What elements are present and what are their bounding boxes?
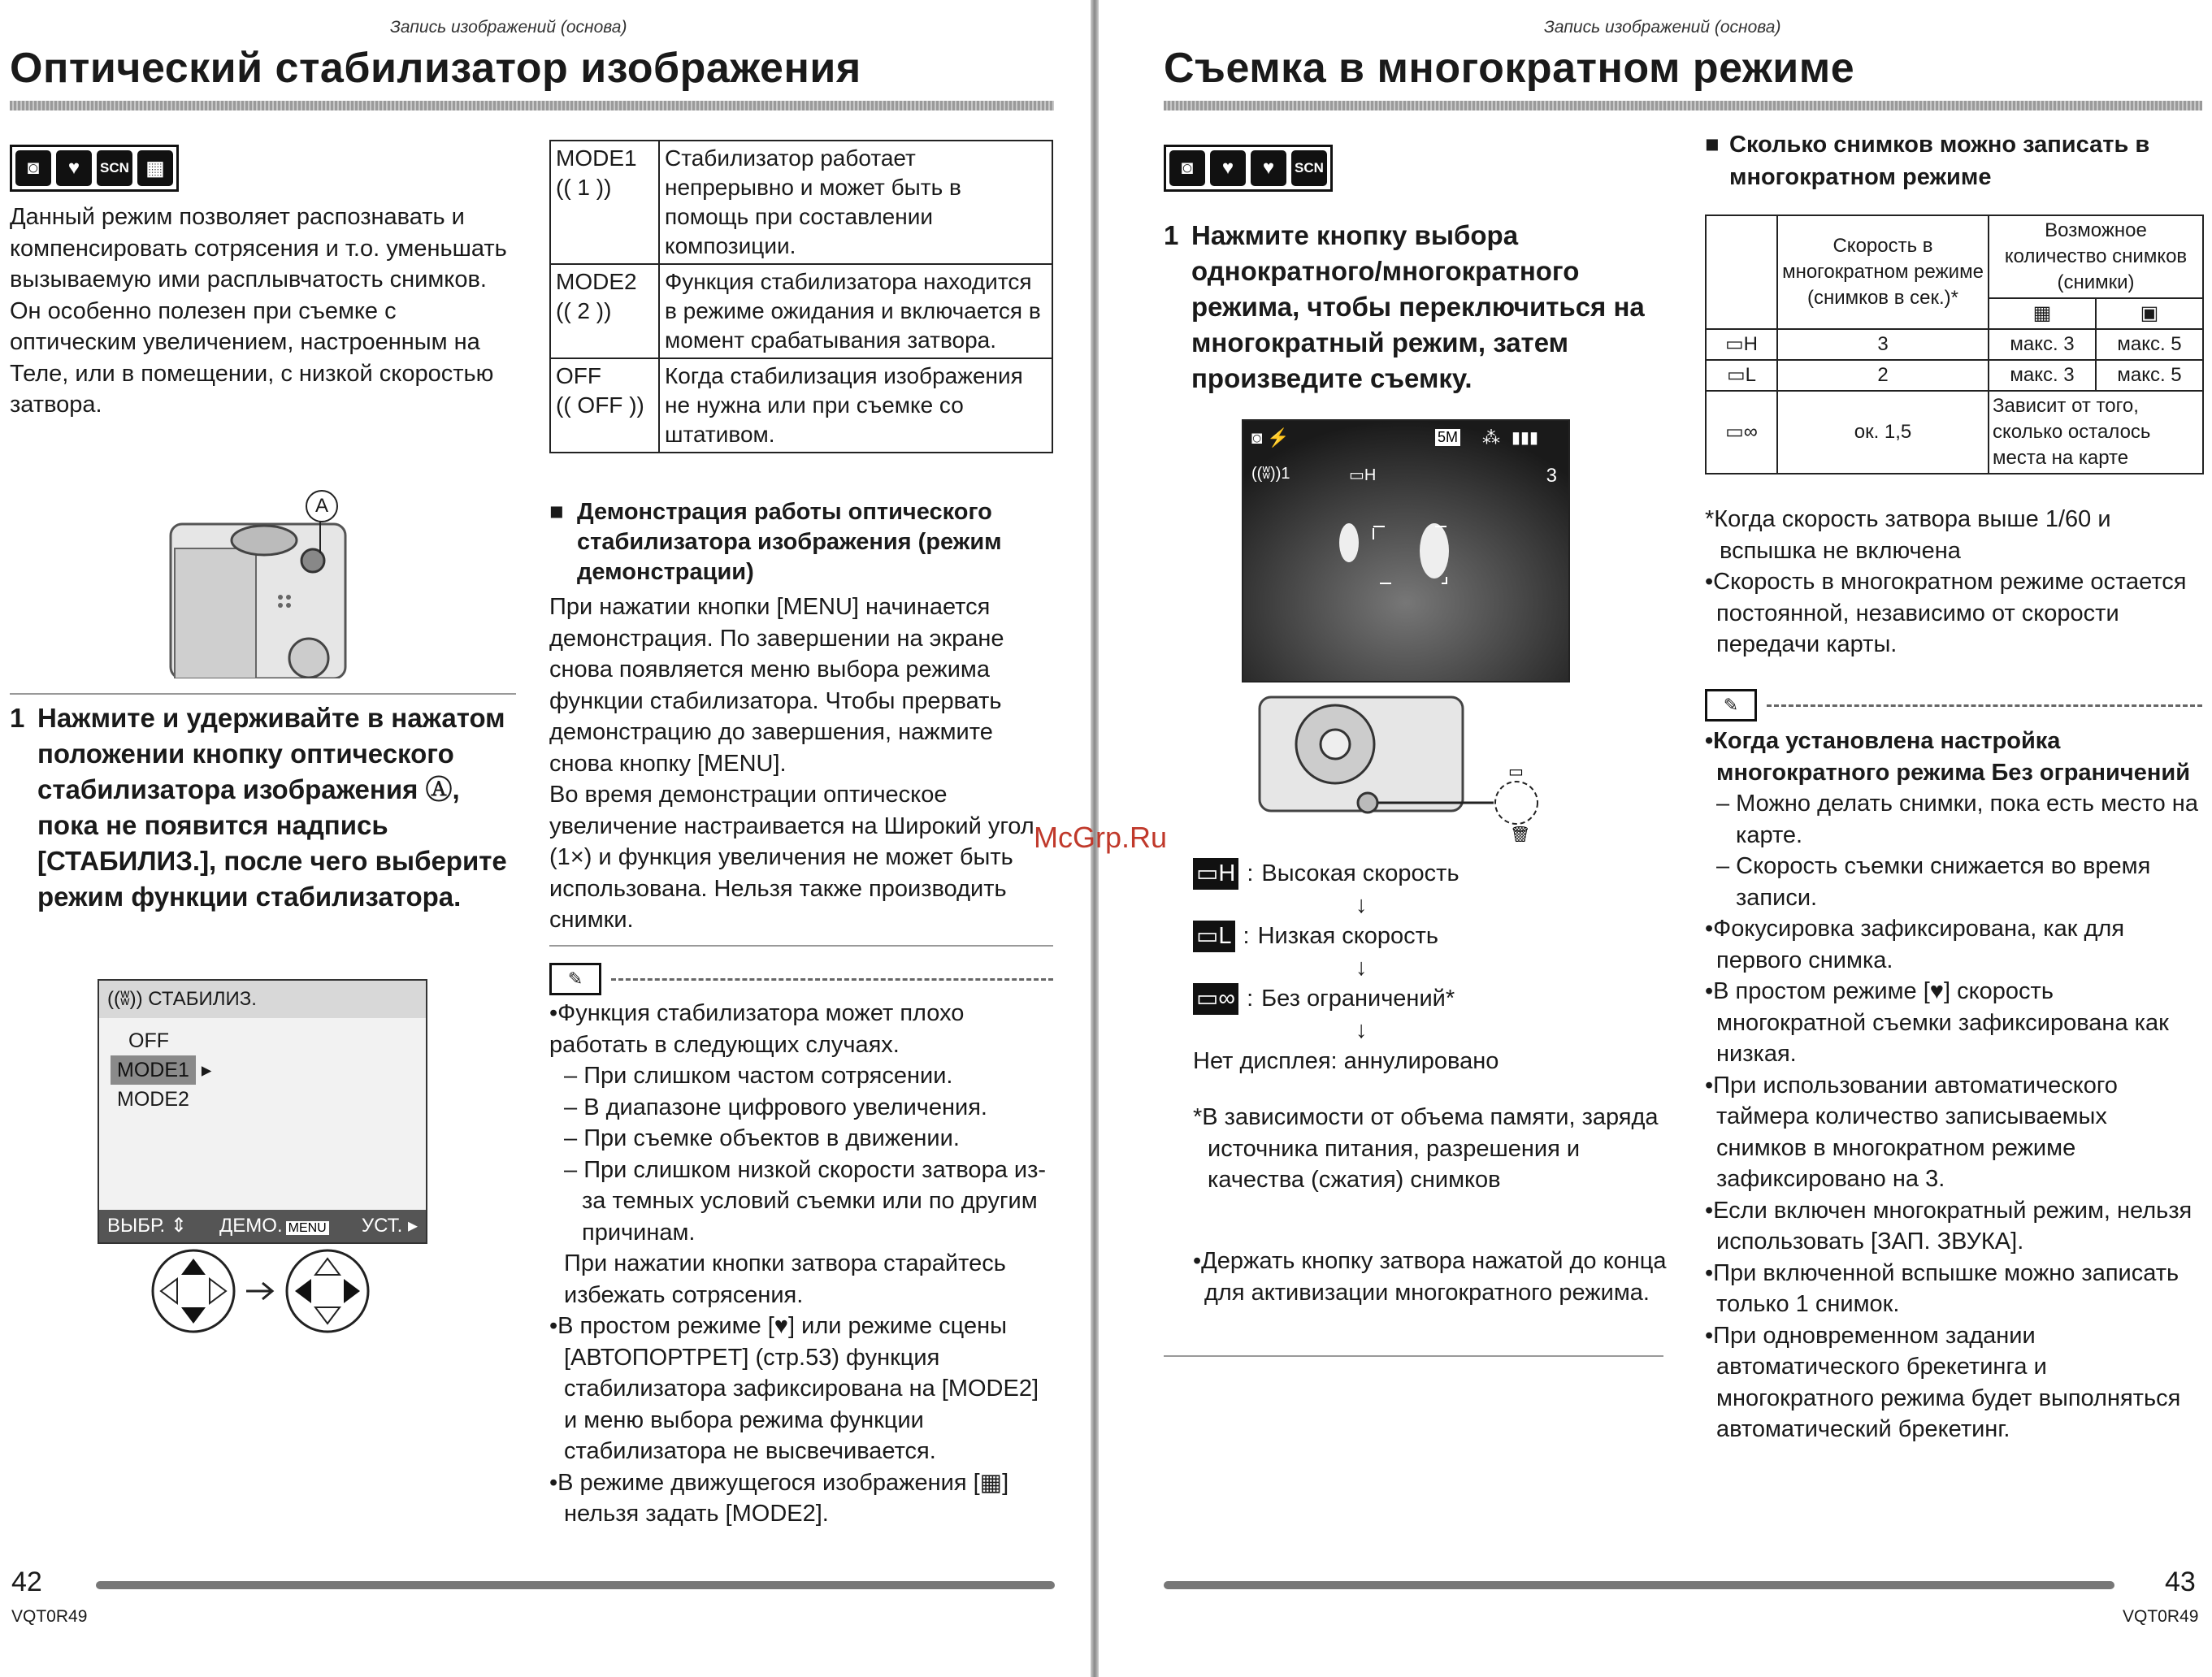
camera-back-illustration <box>1258 696 1551 842</box>
demo-text-1: При нажатии кнопки [MENU] начинается демонстрация. По завершении на экране снова появляется меню выбора режима функции стабилизатора. Чтобы прервать демонстрацию до завершения, нажмите снова кнопку [MENU]. <box>549 594 1004 777</box>
menu-item-off[interactable]: OFF <box>128 1029 169 1052</box>
list-item: – При слишком низкой скорости затвора из-за темных условий съемки или по другим причинам. <box>564 1156 1047 1246</box>
left-mode-icons <box>10 145 179 192</box>
burst-unlimited-icon: ▭∞ <box>1193 983 1238 1015</box>
list-item: – Можно делать снимки, пока есть место на карте. <box>1716 791 2198 848</box>
list-item: При нажатии кнопки затвора старайтесь избежать сотрясения. <box>564 1250 1006 1308</box>
left-intro: Данный режим позволяет распознавать и компенсировать сотрясения и т.о. уменьшать вызываемую ими расплывчатость снимков. Он особенно полезен при съемке с оптическим увеличением, настроенным на Теле, или в помещении, с низкой скоростью затвора. <box>10 204 507 418</box>
chevron-right-icon: ▸ <box>407 1215 418 1237</box>
header-count: Возможное количество снимков (снимки) <box>1989 215 2203 298</box>
film-icon: ▦ <box>137 150 173 186</box>
footer-demo: ДЕМО. <box>219 1215 283 1237</box>
stabilizer-status: ((ʬ))1 <box>1251 465 1290 483</box>
left-code: VQT0R49 <box>11 1607 88 1626</box>
cell-count: макс. 3 <box>1989 360 2096 391</box>
menu-item-mode1[interactable]: MODE1 <box>111 1055 196 1085</box>
note-icon: ✎ <box>1705 689 1757 722</box>
stabilizer-off-icon: (( OFF )) <box>556 392 644 418</box>
right-title-bar <box>1164 101 2202 110</box>
left-notes-rule <box>549 945 1053 947</box>
mode-name: OFF <box>556 363 601 388</box>
table-notes <box>1705 504 2202 661</box>
list-item: •В простом режиме [♥] скорость многократной съемки зафиксирована как низкая. <box>1705 978 2169 1067</box>
menu-item-mode2[interactable]: MODE2 <box>117 1088 189 1111</box>
memory-card-icon: ▣ <box>2096 298 2203 329</box>
svg-text:▭: ▭ <box>1508 763 1524 781</box>
list-item: – В диапазоне цифрового увеличения. <box>564 1094 987 1120</box>
mode-name: MODE2 <box>556 269 637 294</box>
camera-mode-icon: ◙ ⚡ <box>1251 427 1290 448</box>
list-item: •При использовании автоматического таймера количество записываемых снимков в многократном режиме зафиксировано на 3. <box>1705 1072 2118 1192</box>
cell-count: макс. 3 <box>1989 329 2096 360</box>
footer-set: УСТ. <box>361 1215 403 1237</box>
note-icon: ✎ <box>549 963 601 995</box>
list-item: ▭L : Низкая скорость <box>1193 921 1697 952</box>
table-row <box>1706 329 2203 360</box>
step-number: 1 <box>10 703 25 733</box>
count-heading <box>1705 128 2201 193</box>
arrow-down-icon: ↓ <box>1355 891 1368 918</box>
cell-speed: 3 <box>1777 329 1989 360</box>
left-step-1 <box>10 700 518 915</box>
list-item: •Если включен многократный режим, нельзя использовать [ЗАП. ЗВУКА]. <box>1705 1197 2192 1254</box>
callout-a: A <box>306 490 338 522</box>
list-item: *Когда скорость затвора выше 1/60 и вспышка не включена <box>1705 506 2111 564</box>
list-item: – Скорость съемки снижается во время записи. <box>1716 853 2151 911</box>
list-item: •Когда установлена настройка многократного режима Без ограничений <box>1705 728 2191 786</box>
left-footer-bar <box>96 1581 1055 1589</box>
list-item: •Функция стабилизатора может плохо работать в следующих случаях. <box>549 1000 965 1058</box>
chevron-right-icon: ▸ <box>195 1059 212 1081</box>
right-left-rule <box>1164 1355 1663 1357</box>
mode-name: MODE1 <box>556 145 637 171</box>
watermark: McGrp.Ru <box>1034 821 1168 854</box>
left-section-label: Запись изображений (основа) <box>390 18 627 37</box>
cell-speed: ок. 1,5 <box>1777 391 1989 474</box>
cell-count: Зависит от того, сколько осталось места на карте <box>1989 391 2203 474</box>
mode-desc: Стабилизатор работает непрерывно и может быть в помощь при составлении композиции. <box>659 141 1052 264</box>
stabilizer-mode2-icon: (( 2 )) <box>556 298 612 323</box>
simple-mode-icon: ♥ <box>56 150 92 186</box>
right-notes <box>1705 726 2202 1445</box>
left-page-title: Оптический стабилизатор изображения <box>10 45 861 92</box>
arrow-down-icon: ↓ <box>1355 954 1368 981</box>
table-row <box>550 264 1052 358</box>
table-row <box>550 141 1052 264</box>
note-dashrule <box>611 978 1053 981</box>
right-page-number: 43 <box>2165 1566 2196 1597</box>
right-notes-header <box>1705 689 2202 722</box>
left-rule <box>10 693 516 695</box>
list-item: – При слишком частом сотрясении. <box>564 1063 953 1089</box>
right-footnote: *В зависимости от объема памяти, заряда источника питания, разрешения и качества (сжатия) снимков <box>1193 1104 1659 1193</box>
svg-text:🗑: 🗑 <box>1510 826 1531 842</box>
burst-high-icon: ▭H <box>1193 858 1238 890</box>
list-item: – При съемке объектов в движении. <box>564 1125 960 1151</box>
list-item: •В режиме движущегося изображения [▦] нельзя задать [MODE2]. <box>549 1469 1009 1527</box>
list-item: •Скорость в многократном режиме остается постоянной, независимо от скорости передачи карты. <box>1705 569 2187 657</box>
left-title-bar <box>10 101 1054 110</box>
step-text: Нажмите кнопку выбора однократного/многократного режима, чтобы переключиться на многократный режим, затем произведите съемку. <box>1191 220 1645 393</box>
menu-footer <box>99 1210 426 1242</box>
list-item: ▭∞ : Без ограничений* <box>1193 983 1697 1015</box>
scn-icon: SCN <box>97 150 132 186</box>
table-row <box>1706 360 2203 391</box>
burst-options <box>1193 858 1697 1077</box>
remaining-shots: 3 <box>1546 465 1557 487</box>
demo-text-2: Во время демонстрации оптическое увеличение настраивается на Широкий угол (1×) и функция увеличения не может быть использована. Нельзя также производить снимки. <box>549 782 1034 933</box>
square-bullet-icon: ■ <box>1705 132 1720 158</box>
heart-icon: ♥ <box>1210 150 1246 186</box>
list-item: ▭H : Высокая скорость <box>1193 858 1697 890</box>
left-page-number: 42 <box>11 1566 42 1597</box>
footer-menu-key: MENU <box>286 1221 329 1235</box>
burst-low-icon: ▭L <box>1193 921 1235 952</box>
list-item: •При включенной вспышке можно записать только 1 снимок. <box>1705 1259 2179 1317</box>
burst-unlimited-icon: ▭∞ <box>1706 391 1777 474</box>
step-number: 1 <box>1164 220 1179 250</box>
right-page-title: Съемка в многократном режиме <box>1164 45 1855 92</box>
burst-count-table <box>1705 214 2204 474</box>
scn-icon: SCN <box>1291 150 1327 186</box>
camera-screen-photo <box>1242 419 1570 682</box>
image-size: 5M <box>1435 429 1460 446</box>
mode-desc: Когда стабилизация изображения не нужна или при съемке со штативом. <box>659 358 1052 453</box>
stabilizer-mode1-icon: (( 1 )) <box>556 175 612 200</box>
list-item: •В простом режиме [♥] или режиме сцены [АВТОПОРТРЕТ] (стр.53) функция стабилизатора зафиксирована на [MODE2] и меню выбора режима функции стабилизатора не высвечивается. <box>549 1313 1039 1464</box>
demo-heading <box>549 497 1053 587</box>
dpad-illustration <box>149 1246 376 1336</box>
burst-low-icon: ▭L <box>1706 360 1777 391</box>
demo-heading-text: Демонстрация работы оптического стабилизатора изображения (режим демонстрации) <box>577 499 1002 585</box>
no-display-line: Нет дисплея: аннулировано <box>1193 1048 1499 1074</box>
table-row <box>1706 215 2203 298</box>
battery-icon: ▮▮▮ <box>1512 429 1539 447</box>
demo-text <box>549 592 1055 936</box>
arrow-down-icon: ↓ <box>1355 1016 1368 1043</box>
list-item: •Фокусировка зафиксирована, как для первого снимка. <box>1705 916 2125 973</box>
hold-note: •Держать кнопку затвора нажатой до конца для активизации многократного режима. <box>1193 1248 1667 1306</box>
square-bullet-icon: ■ <box>549 499 564 525</box>
header-speed: Скорость в многократном режиме (снимков в сек.)* <box>1777 215 1989 329</box>
simple-mode-icon: ♥ <box>1251 150 1286 186</box>
step-text: Нажмите и удерживайте в нажатом положении кнопку оптического стабилизатора изображения Ⓐ, пока не появится надпись [СТАБИЛИЗ.], после чего выберите режим функции стабилизатора. <box>37 703 507 912</box>
left-notes-header <box>549 963 1053 995</box>
camera-icon: ◙ <box>15 150 51 186</box>
quality-icon: ⁂ <box>1482 427 1500 448</box>
updown-icon: ⇕ <box>170 1215 187 1237</box>
note-dashrule <box>1767 704 2202 707</box>
mode-desc: Функция стабилизатора находится в режиме ожидания и включается в момент срабатывания затвора. <box>659 264 1052 358</box>
footer-select: ВЫБР. <box>107 1215 166 1237</box>
stabilizer-modes-table <box>549 140 1053 453</box>
right-code: VQT0R49 <box>2123 1607 2199 1626</box>
burst-high-icon: ▭H <box>1706 329 1777 360</box>
table-row <box>550 358 1052 453</box>
right-mode-icons <box>1164 145 1333 192</box>
right-section-label: Запись изображений (основа) <box>1544 18 1781 37</box>
list-item: •При одновременном задании автоматического брекетинга и многократного режима будет выполняться автоматический брекетинг. <box>1705 1322 2181 1442</box>
burst-status: ▭H <box>1349 466 1377 484</box>
cell-count: макс. 5 <box>2096 360 2203 391</box>
stabilizer-menu-screen <box>98 979 427 1244</box>
count-heading-text: Сколько снимков можно записать в многократном режиме <box>1729 132 2150 190</box>
menu-title: ((ʬ)) СТАБИЛИЗ. <box>99 981 426 1018</box>
left-notes <box>549 998 1055 1530</box>
right-step-1 <box>1164 218 1668 396</box>
table-row <box>1706 391 2203 474</box>
memory-internal-icon: ▦ <box>1989 298 2096 329</box>
callout-a-line <box>319 521 321 553</box>
cell-count: макс. 5 <box>2096 329 2203 360</box>
camera-icon: ◙ <box>1169 150 1205 186</box>
cell-speed: 2 <box>1777 360 1989 391</box>
right-footer-bar <box>1164 1581 2114 1589</box>
